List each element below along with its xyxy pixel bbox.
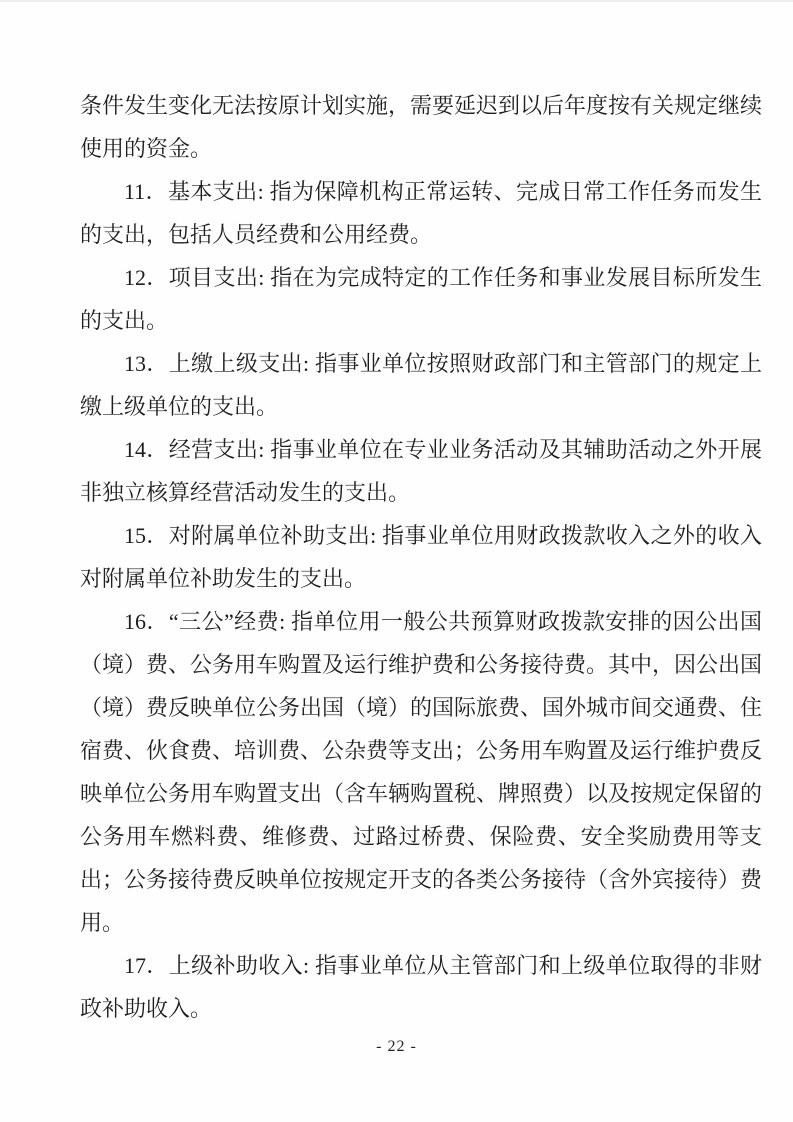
definition-item-15-subsidy-to-affiliated-units: 15．对附属单位补助支出: 指事业单位用财政拨款收入之外的收入对附属单位补助发生的支出。: [80, 523, 762, 591]
definition-item-11-basic-expenditure: 11．基本支出: 指为保障机构正常运转、完成日常工作任务而发生的支出，包括人员经费和公用经费。: [80, 179, 762, 247]
page-number: - 22 -: [376, 1038, 417, 1055]
definition-item-17-superior-subsidy-income: 17．上级补助收入: 指事业单位从主管部门和上级单位取得的非财政补助收入。: [80, 953, 762, 1021]
definition-item-13-upward-remittance-expenditure: 13．上缴上级支出: 指事业单位按照财政部门和主管部门的规定上缴上级单位的支出。: [80, 351, 762, 419]
definition-item-14-operating-expenditure: 14．经营支出: 指事业单位在专业业务活动及其辅助活动之外开展非独立核算经营活动发生的支出。: [80, 437, 762, 505]
definition-item-12-project-expenditure: 12．项目支出: 指在为完成特定的工作任务和事业发展目标所发生的支出。: [80, 265, 762, 333]
document-body: [80, 84, 762, 1030]
definition-item-16-three-public-funds: 16．“三公”经费: 指单位用一般公共预算财政拨款安排的因公出国（境）费、公务用车购置及运行维护费和公务接待费。其中，因公出国（境）费反映单位公务出国（境）的国际旅费、国外城市间交通费、住宿费、伙食费、培训费、公杂费等支出；公务用车购置及运行维护费反映单位公务用车购置支出（含车辆购置税、牌照费）以及按规定保留的公务用车燃料费、维修费、过路过桥费、保险费、安全奖励费用等支出；公务接待费反映单位按规定开支的各类公务接待（含外宾接待）费用。: [80, 609, 763, 935]
paragraph-continuation: 条件发生变化无法按原计划实施，需要延迟到以后年度按有关规定继续使用的资金。: [80, 93, 763, 161]
